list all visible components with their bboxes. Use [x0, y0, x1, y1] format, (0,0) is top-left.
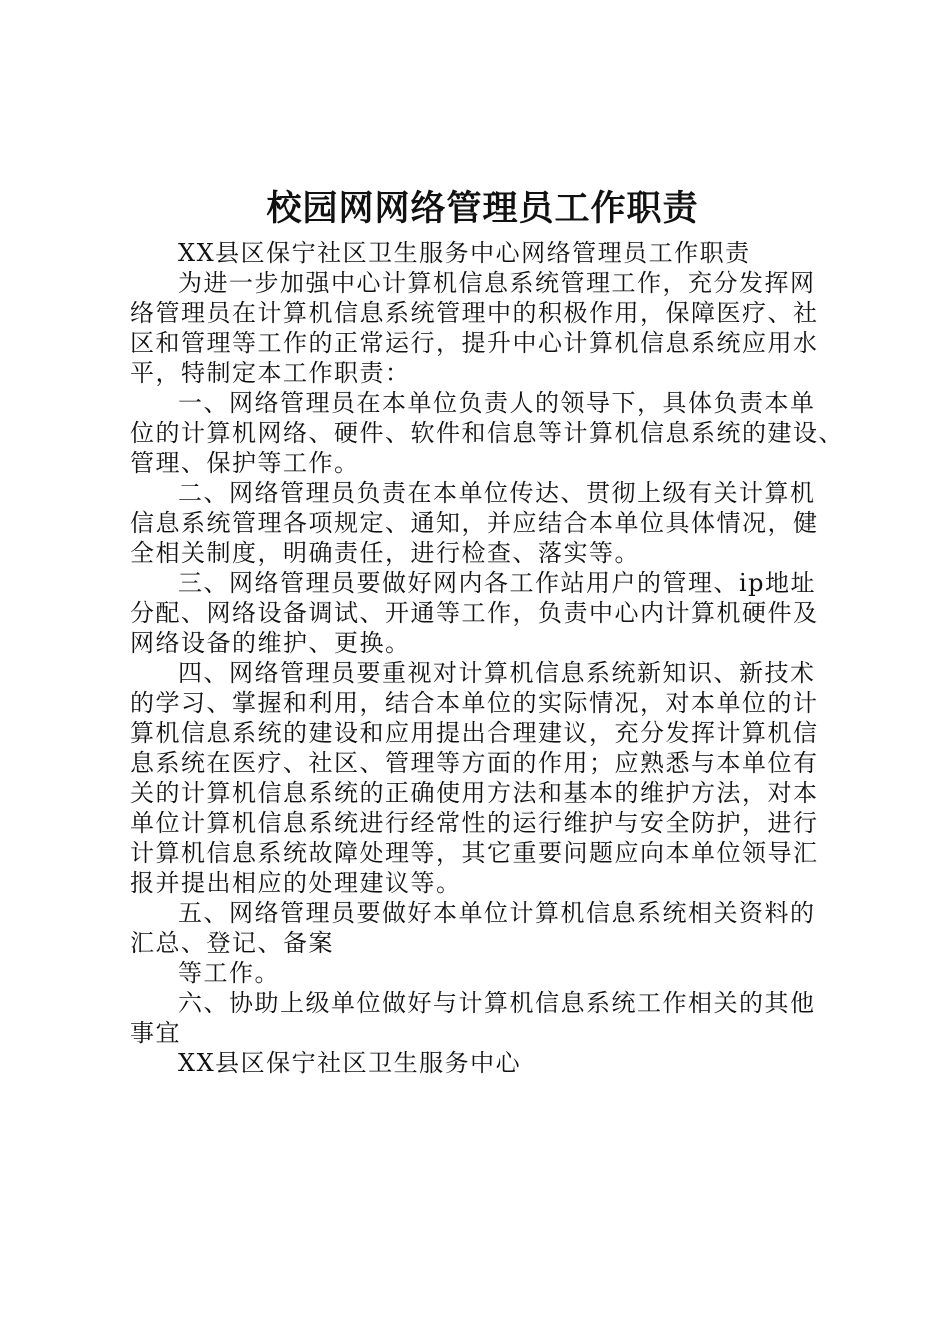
- text-line: 计算机信息系统故障处理等，其它重要问题应向本单位领导汇: [130, 839, 819, 867]
- text-line: 五、网络管理员要做好本单位计算机信息系统相关资料的: [178, 899, 816, 927]
- text-line: 四、网络管理员要重视对计算机信息系统新知识、新技术: [178, 659, 816, 687]
- text-line: 网络设备的维护、更换。: [130, 629, 411, 657]
- text-line: 三、网络管理员要做好网内各工作站用户的管理、ip地址: [178, 569, 817, 597]
- text-line: 一、网络管理员在本单位负责人的领导下，具体负责本单: [178, 389, 816, 417]
- text-line: 关的计算机信息系统的正确使用方法和基本的维护方法，对本: [130, 779, 819, 807]
- text-line: 二、网络管理员负责在本单位传达、贯彻上级有关计算机: [178, 479, 816, 507]
- text-line: 汇总、登记、备案: [130, 929, 334, 957]
- text-line: 报并提出相应的处理建议等。: [130, 869, 462, 897]
- text-line: 平，特制定本工作职责：: [130, 359, 411, 387]
- text-line: 分配、网络设备调试、开通等工作，负责中心内计算机硬件及: [130, 599, 819, 627]
- text-line: 为进一步加强中心计算机信息系统管理工作，充分发挥网: [178, 269, 816, 297]
- text-line: 管理、保护等工作。: [130, 449, 360, 477]
- text-line: 息系统在医疗、社区、管理等方面的作用；应熟悉与本单位有: [130, 749, 819, 777]
- document-page: [130, 184, 844, 1078]
- document-body: [130, 238, 844, 1078]
- text-line: 的学习、掌握和利用，结合本单位的实际情况，对本单位的计: [130, 689, 819, 717]
- text-line: 全相关制度，明确责任，进行检查、落实等。: [130, 539, 640, 567]
- text-line: 六、协助上级单位做好与计算机信息系统工作相关的其他: [178, 989, 816, 1017]
- text-line: 单位计算机信息系统进行经常性的运行维护与安全防护，进行: [130, 809, 819, 837]
- text-line: XX县区保宁社区卫生服务中心: [178, 1049, 522, 1077]
- text-line: XX县区保宁社区卫生服务中心网络管理员工作职责: [178, 239, 751, 267]
- text-line: 位的计算机网络、硬件、软件和信息等计算机信息系统的建设、: [130, 419, 844, 447]
- text-line: 事宜: [130, 1019, 181, 1047]
- text-line: 区和管理等工作的正常运行，提升中心计算机信息系统应用水: [130, 329, 819, 357]
- text-line: 络管理员在计算机信息系统管理中的积极作用，保障医疗、社: [130, 299, 819, 327]
- document-title: 校园网网络管理员工作职责: [266, 188, 699, 229]
- text-line: 算机信息系统的建设和应用提出合理建议，充分发挥计算机信: [130, 719, 819, 747]
- text-line: 等工作。: [178, 959, 280, 987]
- text-line: 信息系统管理各项规定、通知，并应结合本单位具体情况，健: [130, 509, 819, 537]
